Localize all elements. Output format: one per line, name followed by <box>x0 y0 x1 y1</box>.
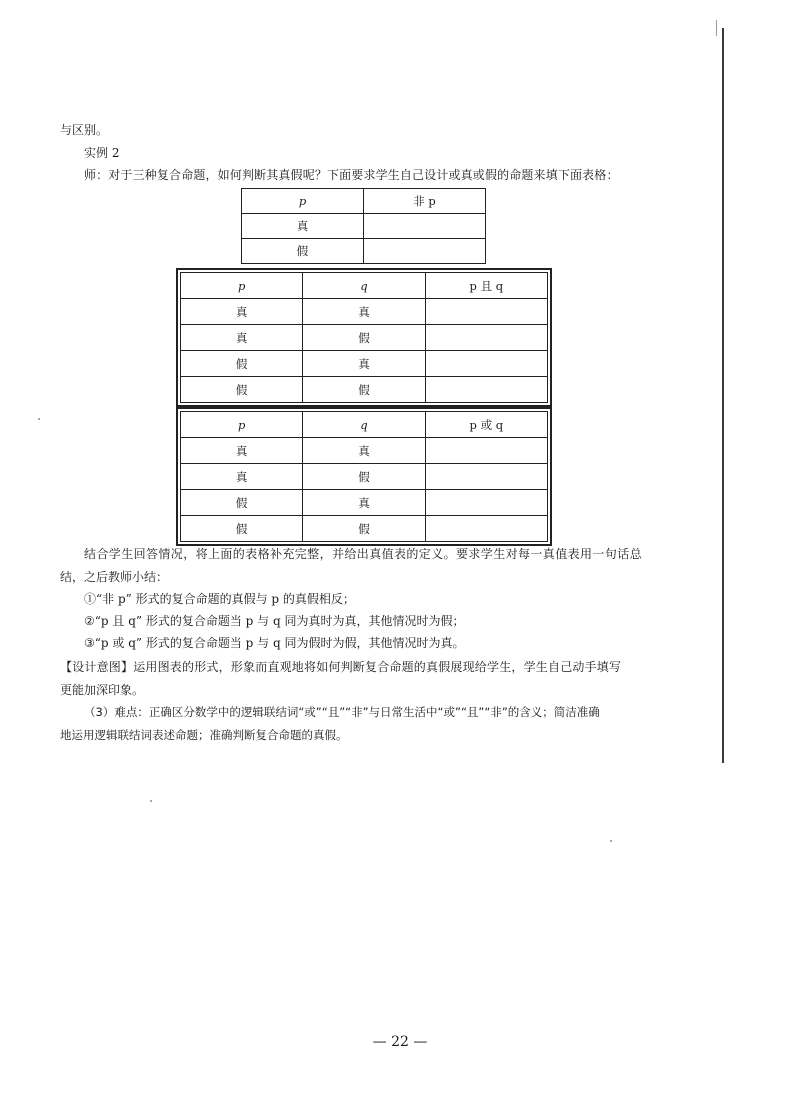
rule-or: ③“p 或 q” 形式的复合命题当 p 与 q 同为假时为假，其他情况时为真。 <box>84 636 465 650</box>
table-cell: 真 <box>181 325 303 351</box>
table-cell: 假 <box>303 516 425 542</box>
difficulty-line-2: 地运用逻辑联结词表述命题；准确判断复合命题的真假。 <box>60 728 348 742</box>
table-row <box>242 239 486 264</box>
table-header-cell: p <box>242 189 364 214</box>
binding-edge-tick <box>716 20 717 36</box>
scan-speck <box>38 418 40 420</box>
table-cell-empty <box>364 214 486 239</box>
table-row <box>181 325 548 351</box>
table-cell: 假 <box>242 239 364 264</box>
table-cell-empty <box>425 438 547 464</box>
table-header-cell: p <box>181 412 303 438</box>
table-cell-empty <box>425 299 547 325</box>
table-cell: 真 <box>181 438 303 464</box>
table-header-row <box>181 273 548 299</box>
summary-line-2: 结，之后教师小结： <box>60 570 169 584</box>
table-cell: 假 <box>303 325 425 351</box>
intro-tail: 与区别。 <box>60 123 109 137</box>
truth-table-or <box>180 411 548 542</box>
table-cell: 真 <box>303 438 425 464</box>
scan-speck <box>150 800 152 802</box>
truth-table-and <box>180 272 548 403</box>
table-header-cell: p <box>181 273 303 299</box>
binding-edge-line <box>722 28 724 763</box>
table-row <box>181 299 548 325</box>
rule-not: ①“非 p” 形式的复合命题的真假与 p 的真假相反； <box>84 592 355 606</box>
table-cell-empty <box>425 377 547 403</box>
table-row <box>242 214 486 239</box>
design-intent-line-1: 【设计意图】运用图表的形式，形象而直观地将如何判断复合命题的真假展现给学生，学生自己动手填写 <box>60 660 622 674</box>
table-row <box>181 490 548 516</box>
table-header-cell: p 且 q <box>425 273 547 299</box>
table-cell: 真 <box>181 464 303 490</box>
summary-line-1: 结合学生回答情况，将上面的表格补充完整，并给出真值表的定义。要求学生对每一真值表用一句话总 <box>84 547 643 561</box>
design-intent-line-2: 更能加深印象。 <box>60 683 145 697</box>
table-row <box>181 377 548 403</box>
table-cell: 假 <box>303 377 425 403</box>
table-cell: 假 <box>181 377 303 403</box>
table-header-cell: 非 p <box>364 189 486 214</box>
table-row <box>181 516 548 542</box>
table-cell: 真 <box>303 490 425 516</box>
table-cell: 真 <box>242 214 364 239</box>
table-cell-empty <box>425 325 547 351</box>
table-cell: 假 <box>181 490 303 516</box>
table-header-cell: p 或 q <box>425 412 547 438</box>
table-cell: 假 <box>181 351 303 377</box>
difficulty-line-1: （3）难点：正确区分数学中的逻辑联结词“或”“且”“非”与日常生活中“或”“且”“非”的含义；简洁准确 <box>84 705 600 719</box>
table-header-row <box>242 189 486 214</box>
table-header-cell: q <box>303 412 425 438</box>
example-title: 实例 2 <box>84 146 120 160</box>
table-cell-empty <box>425 464 547 490</box>
rule-and: ②“p 且 q” 形式的复合命题当 p 与 q 同为真时为真，其他情况时为假； <box>84 614 465 628</box>
table-row <box>181 351 548 377</box>
teacher-question: 师：对于三种复合命题，如何判断其真假呢？下面要求学生自己设计或真或假的命题来填下面表格： <box>84 168 619 182</box>
table-cell: 真 <box>303 299 425 325</box>
scan-speck <box>610 840 612 842</box>
truth-table-not <box>241 188 486 264</box>
table-cell: 假 <box>181 516 303 542</box>
table-row <box>181 464 548 490</box>
table-header-row <box>181 412 548 438</box>
table-cell-empty <box>364 239 486 264</box>
table-header-cell: q <box>303 273 425 299</box>
page-number: — 22 — <box>372 1034 428 1050</box>
table-cell: 真 <box>181 299 303 325</box>
table-cell: 假 <box>303 464 425 490</box>
table-cell-empty <box>425 351 547 377</box>
table-row <box>181 438 548 464</box>
table-cell-empty <box>425 490 547 516</box>
table-cell-empty <box>425 516 547 542</box>
table-cell: 真 <box>303 351 425 377</box>
